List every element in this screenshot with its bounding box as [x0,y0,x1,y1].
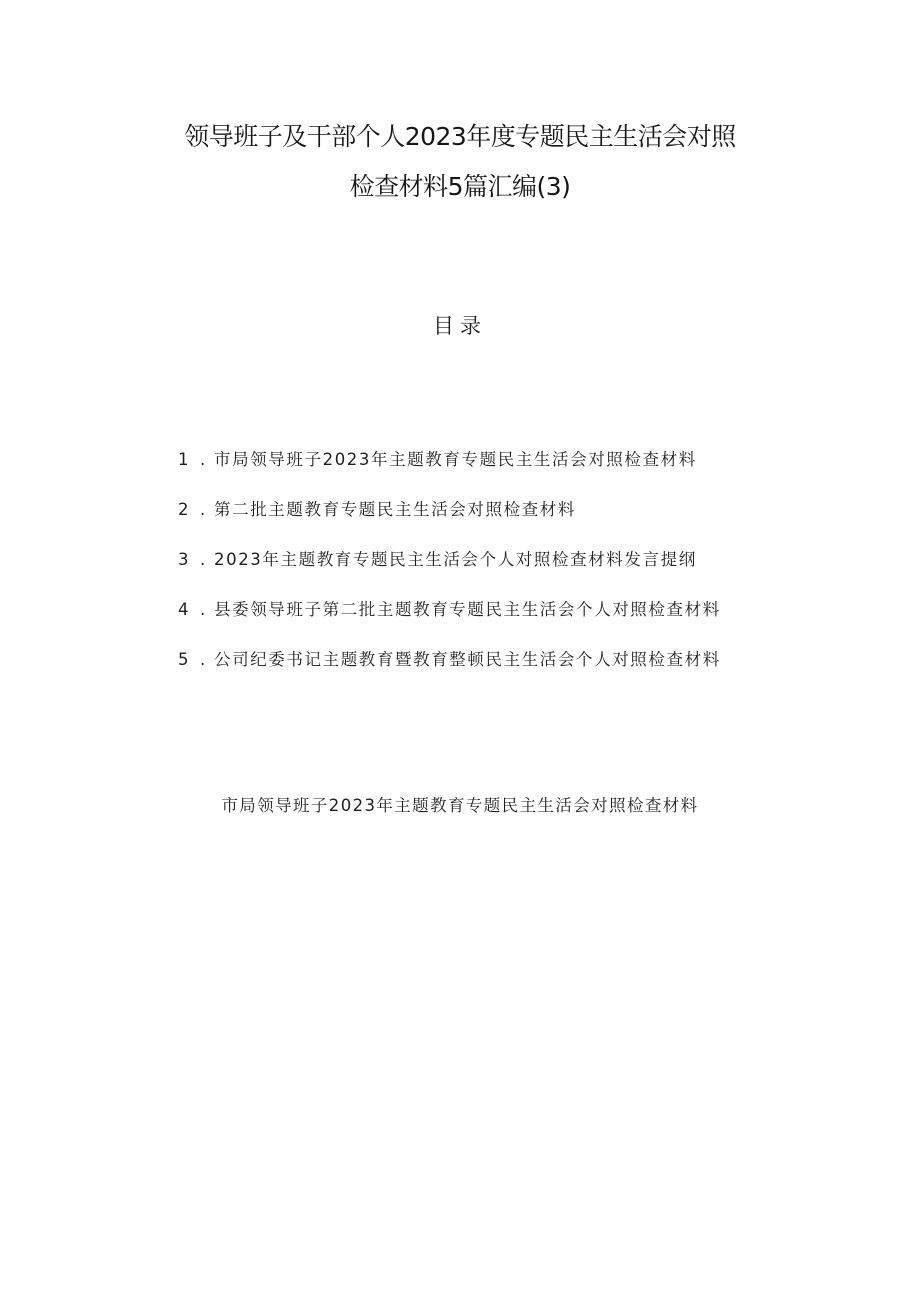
toc-item-5[interactable] [178,646,818,696]
toc-item-text: 市局领导班子2023年主题教育专题民主生活会对照检查材料 [214,450,697,469]
toc-item-text: 公司纪委书记主题教育暨教育整顿民主生活会个人对照检查材料 [214,650,721,669]
toc-item-number: 2 [178,500,191,519]
toc-item-number: 3 [178,550,191,569]
toc-item-separator: . [200,550,207,569]
title-line-1: 领导班子及干部个人2023年度专题民主生活会对照 [184,122,736,151]
document-title [0,112,920,212]
section-heading: 市局领导班子2023年主题教育专题民主生活会对照检查材料 [221,796,699,815]
toc-item-3[interactable] [178,546,818,596]
table-of-contents [178,446,818,696]
toc-item-separator: . [200,450,207,469]
toc-item-number: 4 [178,600,191,619]
toc-heading: 目录 [433,314,487,338]
toc-item-4[interactable] [178,596,818,646]
title-line-2: 检查材料5篇汇编(3) [349,172,571,201]
toc-item-2[interactable] [178,496,818,546]
toc-item-text: 2023年主题教育专题民主生活会个人对照检查材料发言提纲 [214,550,697,569]
toc-item-separator: . [200,650,207,669]
toc-item-text: 县委领导班子第二批主题教育专题民主生活会个人对照检查材料 [214,600,721,619]
toc-item-1[interactable] [178,446,818,496]
toc-item-number: 1 [178,450,191,469]
toc-item-separator: . [200,500,207,519]
toc-item-text: 第二批主题教育专题民主生活会对照检查材料 [214,500,576,519]
toc-item-number: 5 [178,650,191,669]
toc-item-separator: . [200,600,207,619]
